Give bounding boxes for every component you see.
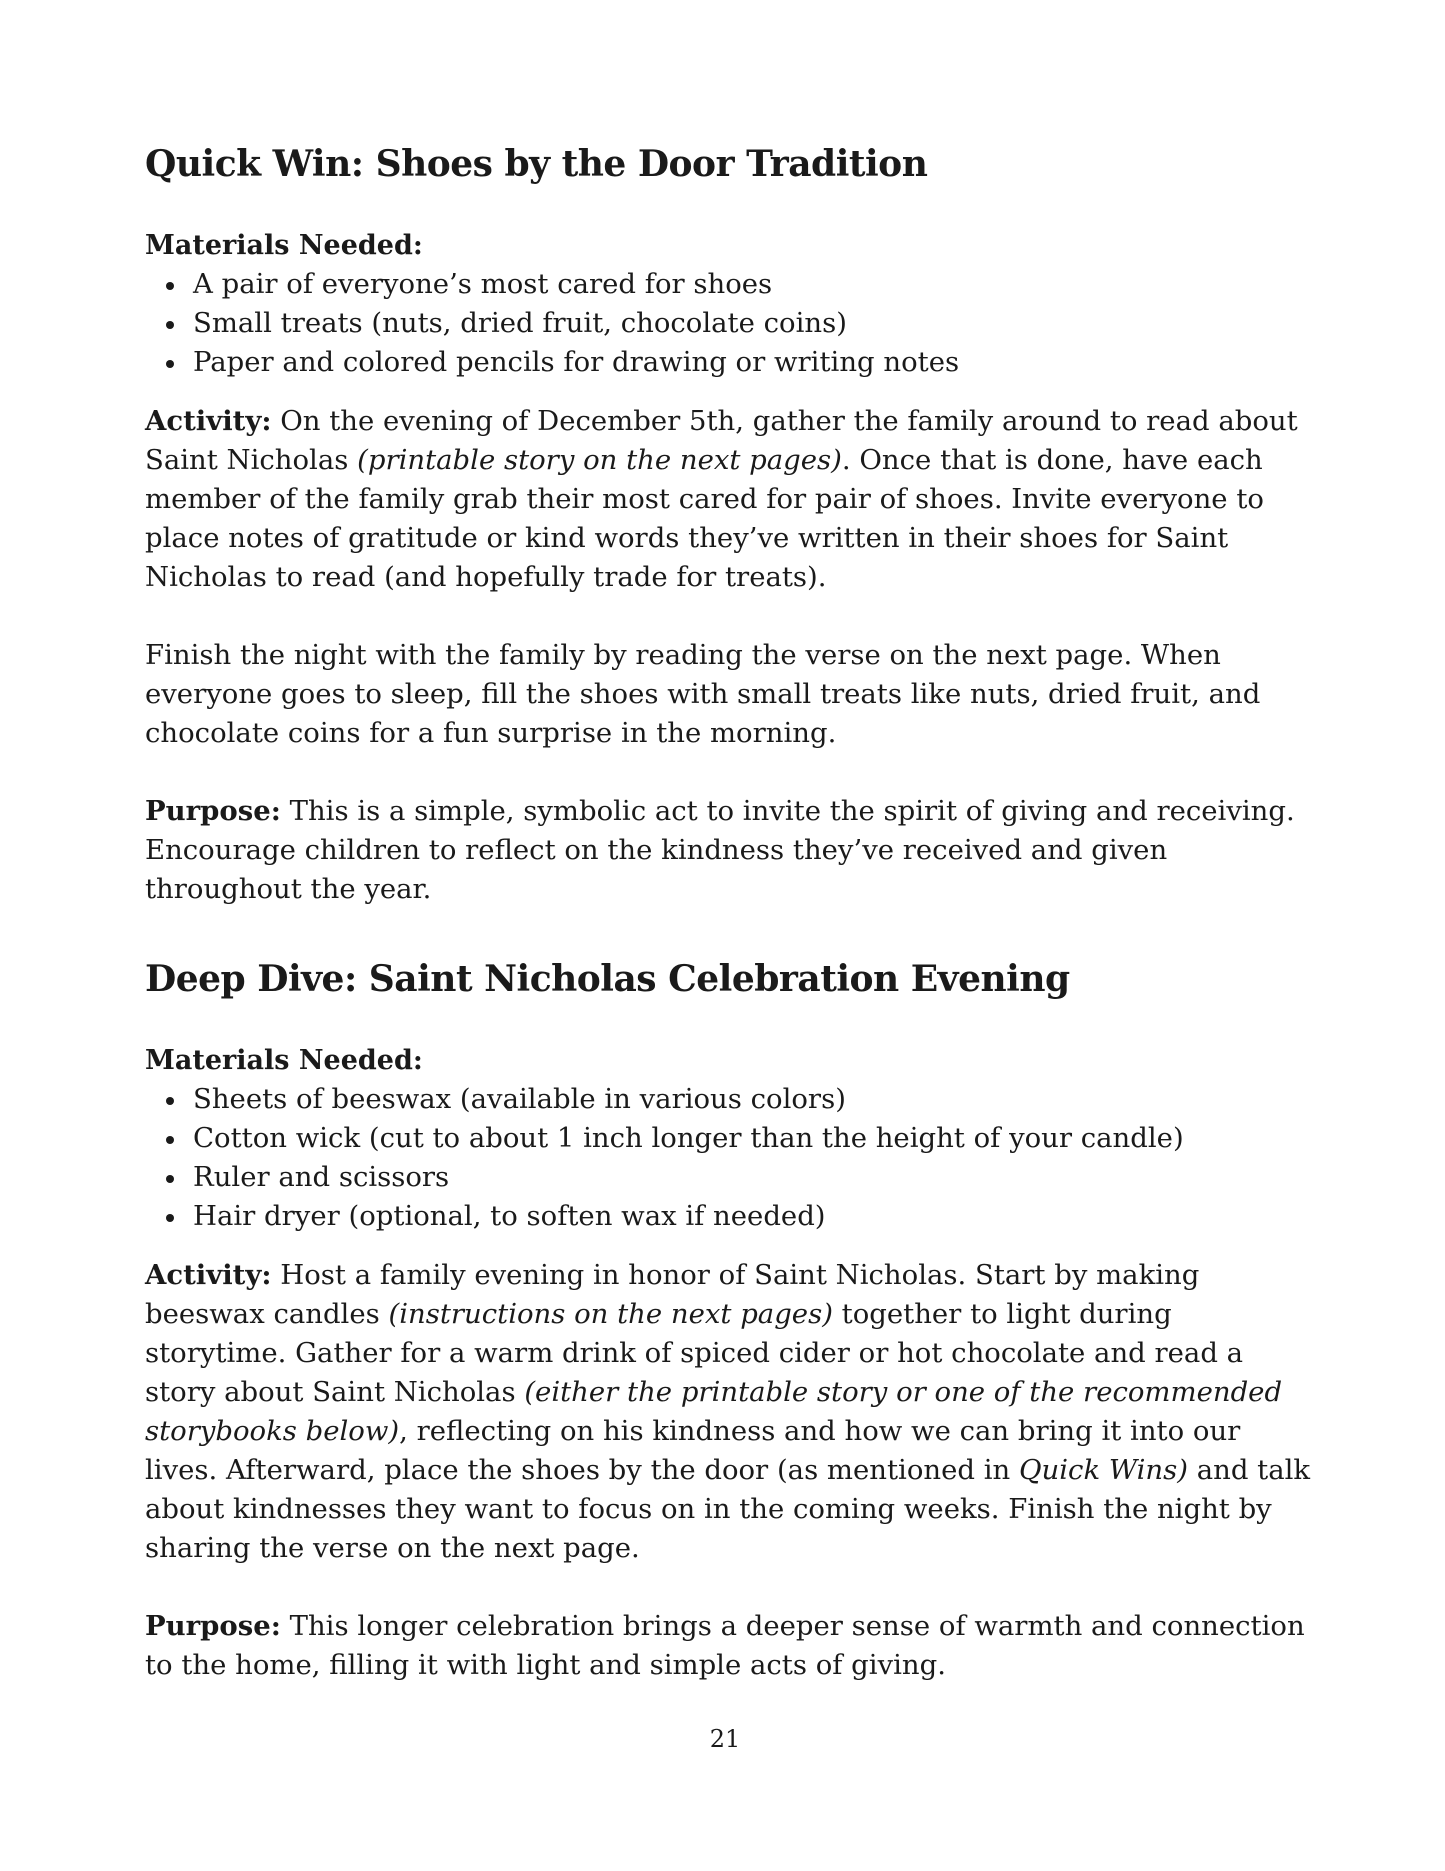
list-item: Small treats (nuts, dried fruit, chocolate coins) [193, 304, 1315, 343]
purpose-paragraph [145, 792, 1315, 909]
activity-text: . Once that is done, have each member of the family grab their most cared for pair of shoes. Invite everyone to place notes of gratitude or kind words they’ve written in their shoes for Saint Nicholas to read (and hopefully trade for treats). [145, 444, 1264, 593]
list-item: Ruler and scissors [193, 1158, 1315, 1197]
quick-win-section [145, 140, 1315, 909]
materials-label: Materials Needed: [145, 230, 423, 261]
activity-label: Activity: [145, 405, 272, 437]
list-item: Sheets of beeswax (available in various colors) [193, 1080, 1315, 1119]
activity-text: , reflecting on his kindness and how we can bring it into our lives. Afterward, place the shoes by the door (as mentioned in [145, 1415, 1241, 1486]
purpose-label: Purpose: [145, 795, 281, 827]
materials-list [145, 265, 1315, 382]
deep-dive-section [145, 955, 1315, 1685]
activity-text: Host a family evening in honor of Saint Nicholas. Start by making beeswax candles [145, 1259, 1200, 1330]
purpose-paragraph [145, 1607, 1315, 1685]
activity-text: together to light during storytime. Gather for a warm drink of spiced cider or hot chocolate and read a story about Saint Nicholas [145, 1298, 1244, 1408]
activity-italic: (instructions on the next pages) [388, 1298, 833, 1330]
materials-list [145, 1080, 1315, 1236]
activity-italic: (printable story on the next pages) [357, 444, 842, 476]
activity-paragraph [145, 1256, 1315, 1568]
document-page [145, 0, 1315, 1871]
materials-label: Materials Needed: [145, 1045, 423, 1076]
activity-label: Activity: [145, 1259, 272, 1291]
activity-text: and talk about kindnesses they want to focus on in the coming weeks. Finish the night by sharing the verse on the next page. [145, 1454, 1311, 1564]
list-item: Cotton wick (cut to about 1 inch longer than the height of your candle) [193, 1119, 1315, 1158]
deep-dive-title: Deep Dive: Saint Nicholas Celebration Evening [145, 958, 1070, 1000]
list-item: Hair dryer (optional, to soften wax if needed) [193, 1197, 1315, 1236]
purpose-label: Purpose: [145, 1610, 281, 1642]
list-item: Paper and colored pencils for drawing or writing notes [193, 343, 1315, 382]
list-item: A pair of everyone’s most cared for shoes [193, 265, 1315, 304]
purpose-text: This longer celebration brings a deeper sense of warmth and connection to the home, filling it with light and simple acts of giving. [145, 1610, 1305, 1681]
activity-italic: (either the printable story or one of the recommended storybooks below) [145, 1376, 1283, 1447]
activity-text: On the evening of December 5th, gather the family around to read about Saint Nicholas [145, 405, 1298, 476]
purpose-text: This is a simple, symbolic act to invite the spirit of giving and receiving. Encourage children to reflect on the kindness they’ve received and given throughout the year. [145, 795, 1295, 905]
page-number: 21 [709, 1725, 741, 1753]
activity-paragraph [145, 402, 1315, 597]
activity-paragraph-2: Finish the night with the family by reading the verse on the next page. When everyone goes to sleep, fill the shoes with small treats like nuts, dried fruit, and chocolate coins for a fun surprise in the morning. [145, 639, 1261, 749]
activity-italic: Quick Wins) [1018, 1454, 1188, 1486]
quick-win-title: Quick Win: Shoes by the Door Tradition [145, 143, 928, 185]
